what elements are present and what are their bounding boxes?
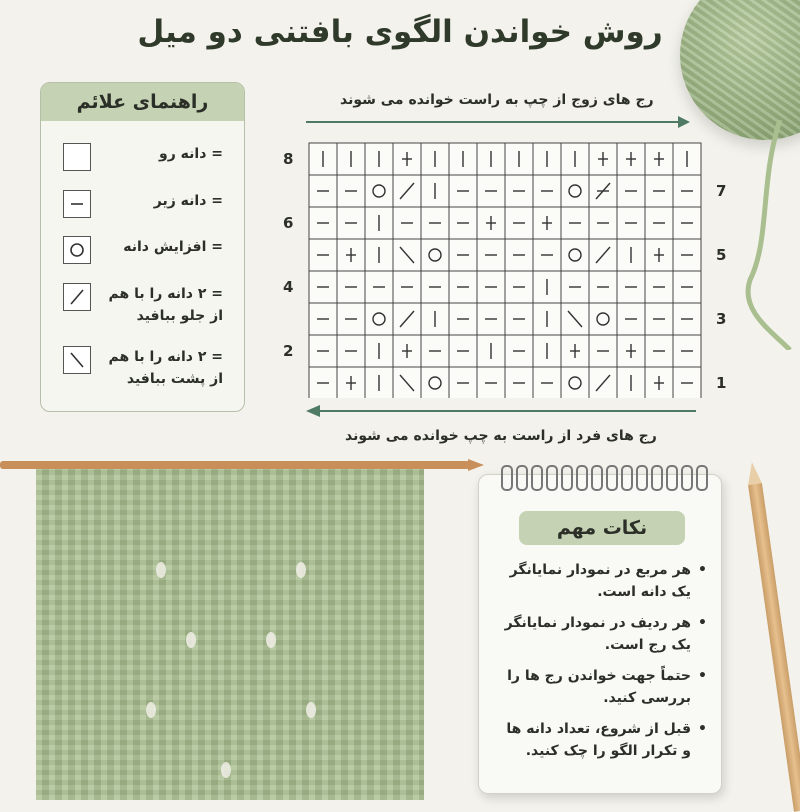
notebook-ring <box>636 465 648 491</box>
dash-icon <box>63 190 91 218</box>
chart-cell <box>477 175 505 207</box>
chart-cell <box>589 175 617 207</box>
chart-cell <box>505 271 533 303</box>
chart-cell <box>421 335 449 367</box>
chart-cell <box>365 335 393 367</box>
chart-cell <box>309 335 337 367</box>
chart-cell <box>421 367 449 398</box>
chart-cell <box>533 175 561 207</box>
chart-cell <box>393 335 421 367</box>
chart-cell <box>337 271 365 303</box>
chart-cell <box>561 335 589 367</box>
legend-panel <box>40 82 245 412</box>
top-caption: رج های زوج از چپ به راست خوانده می شوند <box>340 92 654 108</box>
chart-cell <box>533 335 561 367</box>
chart-cell <box>561 367 589 398</box>
chart-cell <box>673 367 701 398</box>
row-number: 6 <box>283 214 294 232</box>
chart-cell <box>421 239 449 271</box>
chart-cell <box>589 303 617 335</box>
chart-cell <box>589 239 617 271</box>
chart-cell <box>421 271 449 303</box>
chart-cell <box>561 239 589 271</box>
chart-cell <box>673 143 701 175</box>
chart-cell <box>337 335 365 367</box>
chart-cell <box>673 303 701 335</box>
chart-cell <box>533 207 561 239</box>
chart-cell <box>393 367 421 398</box>
chart-cell <box>365 367 393 398</box>
notebook-ring <box>576 465 588 491</box>
row-number: 3 <box>716 310 727 328</box>
chart-cell <box>309 271 337 303</box>
row-number: 7 <box>716 182 727 200</box>
notebook-ring <box>681 465 693 491</box>
chart-cell <box>309 239 337 271</box>
pattern-chart-grid <box>308 142 702 398</box>
chart-cell <box>505 143 533 175</box>
chart-cell <box>309 207 337 239</box>
chart-cell <box>589 207 617 239</box>
chart-cell <box>421 303 449 335</box>
backslash-icon <box>63 346 91 374</box>
chart-cell <box>673 335 701 367</box>
legend-item-knit <box>63 143 233 173</box>
chart-cell <box>365 303 393 335</box>
chart-cell <box>449 207 477 239</box>
chart-cell <box>617 335 645 367</box>
chart-cell <box>393 303 421 335</box>
notebook-ring <box>621 465 633 491</box>
chart-cell <box>309 303 337 335</box>
note-item: • قبل از شروع، تعداد دانه ها و تکرار الگو را چک کنید. <box>493 718 707 762</box>
chart-cell <box>673 271 701 303</box>
chart-cell <box>617 303 645 335</box>
chart-cell <box>561 143 589 175</box>
legend-heading: راهنمای علائم <box>41 83 244 121</box>
chart-cell <box>309 143 337 175</box>
knitting-needle <box>0 461 470 469</box>
chart-cell <box>449 143 477 175</box>
chart-cell <box>617 143 645 175</box>
chart-cell <box>505 367 533 398</box>
legend-item-label: = ۲ دانه را با هم از پشت ببافید <box>108 349 223 387</box>
circle-icon <box>63 236 91 264</box>
chart-cell <box>421 143 449 175</box>
chart-cell <box>449 335 477 367</box>
yarn-strand <box>740 120 800 350</box>
chart-cell <box>365 239 393 271</box>
chart-cell <box>393 143 421 175</box>
notebook-ring <box>501 465 513 491</box>
chart-cell <box>449 303 477 335</box>
notebook-ring <box>516 465 528 491</box>
chart-cell <box>393 271 421 303</box>
chart-cell <box>449 367 477 398</box>
chart-cell <box>561 175 589 207</box>
chart-cell <box>421 175 449 207</box>
chart-cell <box>589 367 617 398</box>
chart-cell <box>645 239 673 271</box>
chart-cell <box>477 207 505 239</box>
chart-cell <box>449 175 477 207</box>
legend-item-label: = افزایش دانه <box>123 239 223 255</box>
legend-item-label: = دانه زیر <box>153 193 223 209</box>
chart-cell <box>477 143 505 175</box>
chart-cell <box>533 239 561 271</box>
chart-cell <box>617 207 645 239</box>
chart-cell <box>589 143 617 175</box>
chart-cell <box>477 335 505 367</box>
chart-cell <box>421 207 449 239</box>
chart-cell <box>617 271 645 303</box>
chart-cell <box>589 335 617 367</box>
row-number: 8 <box>283 150 294 168</box>
chart-cell <box>337 239 365 271</box>
chart-cell <box>309 175 337 207</box>
notebook-ring <box>591 465 603 491</box>
chart-cell <box>337 175 365 207</box>
chart-cell <box>337 143 365 175</box>
chart-cell <box>645 271 673 303</box>
chart-cell <box>337 207 365 239</box>
chart-cell <box>589 271 617 303</box>
chart-cell <box>477 271 505 303</box>
chart-cell <box>645 367 673 398</box>
chart-cell <box>617 367 645 398</box>
row-number: 2 <box>283 342 294 360</box>
chart-cell <box>533 303 561 335</box>
chart-cell <box>561 207 589 239</box>
chart-cell <box>561 303 589 335</box>
chart-cell <box>505 175 533 207</box>
chart-cell <box>645 303 673 335</box>
chart-cell <box>309 367 337 398</box>
chart-cell <box>505 239 533 271</box>
legend-item-increase <box>63 236 233 266</box>
chart-cell <box>337 367 365 398</box>
notes-notebook <box>478 474 722 794</box>
pencil-image <box>748 483 800 812</box>
chart-cell <box>533 271 561 303</box>
chart-cell <box>645 143 673 175</box>
notebook-ring <box>546 465 558 491</box>
note-item: • حتماً جهت خواندن رج ها را بررسی کنید. <box>493 665 707 709</box>
chart-cell <box>393 175 421 207</box>
knitted-swatch-image <box>36 462 424 800</box>
row-number: 5 <box>716 246 727 264</box>
right-arrow-icon <box>306 114 690 130</box>
chart-cell <box>617 239 645 271</box>
left-arrow-icon <box>306 403 696 419</box>
legend-item-label: = دانه رو <box>159 146 223 162</box>
chart-cell <box>337 303 365 335</box>
row-number: 1 <box>716 374 727 392</box>
chart-cell <box>645 175 673 207</box>
chart-cell <box>365 271 393 303</box>
notebook-ring <box>531 465 543 491</box>
chart-cell <box>533 367 561 398</box>
chart-cell <box>365 207 393 239</box>
legend-item-purl <box>63 190 233 220</box>
chart-cell <box>365 175 393 207</box>
note-item: • هر ردیف در نمودار نمایانگر یک رج است. <box>493 612 707 656</box>
chart-cell <box>477 303 505 335</box>
chart-cell <box>673 207 701 239</box>
chart-cell <box>561 271 589 303</box>
empty-square-icon <box>63 143 91 171</box>
chart-cell <box>617 175 645 207</box>
chart-cell <box>673 239 701 271</box>
chart-cell <box>505 335 533 367</box>
chart-cell <box>505 303 533 335</box>
notebook-ring <box>561 465 573 491</box>
bottom-caption: رج های فرد از راست به چپ خوانده می شوند <box>345 428 657 444</box>
chart-cell <box>449 239 477 271</box>
notebook-ring <box>666 465 678 491</box>
legend-item-k2tog <box>63 283 233 329</box>
chart-cell <box>393 239 421 271</box>
notebook-ring <box>651 465 663 491</box>
chart-cell <box>645 335 673 367</box>
chart-cell <box>533 143 561 175</box>
legend-item-label: = ۲ دانه را با هم از جلو ببافید <box>108 286 223 324</box>
notes-heading: نکات مهم <box>519 511 685 545</box>
slash-icon <box>63 283 91 311</box>
chart-cell <box>645 207 673 239</box>
chart-cell <box>393 207 421 239</box>
chart-cell <box>449 271 477 303</box>
chart-cell <box>365 143 393 175</box>
needle-tip <box>468 459 484 471</box>
notebook-ring <box>606 465 618 491</box>
note-item: • هر مربع در نمودار نمایانگر یک دانه است. <box>493 559 707 603</box>
legend-item-ssk <box>63 346 233 392</box>
chart-cell <box>505 207 533 239</box>
chart-cell <box>477 239 505 271</box>
chart-cell <box>477 367 505 398</box>
notes-list <box>493 559 707 771</box>
chart-cell <box>673 175 701 207</box>
page-title: روش خواندن الگوی بافتنی دو میل <box>137 14 663 50</box>
row-number: 4 <box>283 278 294 296</box>
notebook-ring <box>696 465 708 491</box>
